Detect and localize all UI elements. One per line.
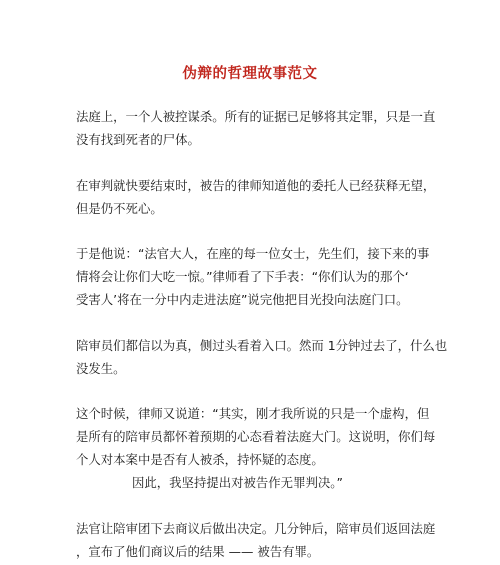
document-title: 伪辩的哲理故事范文 xyxy=(182,65,318,82)
paragraph-4-line-1: 陪审员们都信以为真，侧过头看着入口。然而 1分钟过去了，什么也 xyxy=(76,338,448,353)
paragraph-2-line-2: 但是仍不死心。 xyxy=(76,201,163,216)
paragraph-1-line-2: 没有找到死者的尸体。 xyxy=(76,132,200,147)
paragraph-3-line-3: 受害人’将在一分中内走进法庭”说完他把目光投向法庭门口。 xyxy=(76,292,409,307)
paragraph-5-line-2: 是所有的陪审员都怀着预期的心态看着法庭大门。这说明，你们每 xyxy=(76,429,436,444)
paragraph-3-line-2: 情将会让你们大吃一惊。”律师看了下手表：“你们认为的那个‘ xyxy=(76,269,409,284)
paragraph-1-line-1: 法庭上，一个人被控谋杀。所有的证据已足够将其定罪，只是一直 xyxy=(76,109,436,124)
paragraph-6-line-1: 法官让陪审团下去商议后做出决定。几分钟后，陪审员们返回法庭 xyxy=(76,521,436,536)
paragraph-5-line-3: 个人对本案中是否有人被杀，持怀疑的态度。 xyxy=(76,452,324,467)
paragraph-3-line-1: 于是他说：“法官大人，在座的每一位女士，先生们，接下来的事 xyxy=(76,246,430,261)
paragraph-2-line-1: 在审判就快要结束时，被告的律师知道他的委托人已经获释无望， xyxy=(76,178,436,193)
paragraph-4-line-2: 没发生。 xyxy=(76,361,126,376)
paragraph-5-line-1: 这个时候，律师又说道：“其实，刚才我所说的只是一个虚构，但 xyxy=(76,406,430,421)
paragraph-5-line-4: 因此，我坚持提出对被告作无罪判决。” xyxy=(132,475,343,490)
paragraph-6-line-2: ，宣布了他们商议后的结果 —— 被告有罪。 xyxy=(76,544,320,559)
